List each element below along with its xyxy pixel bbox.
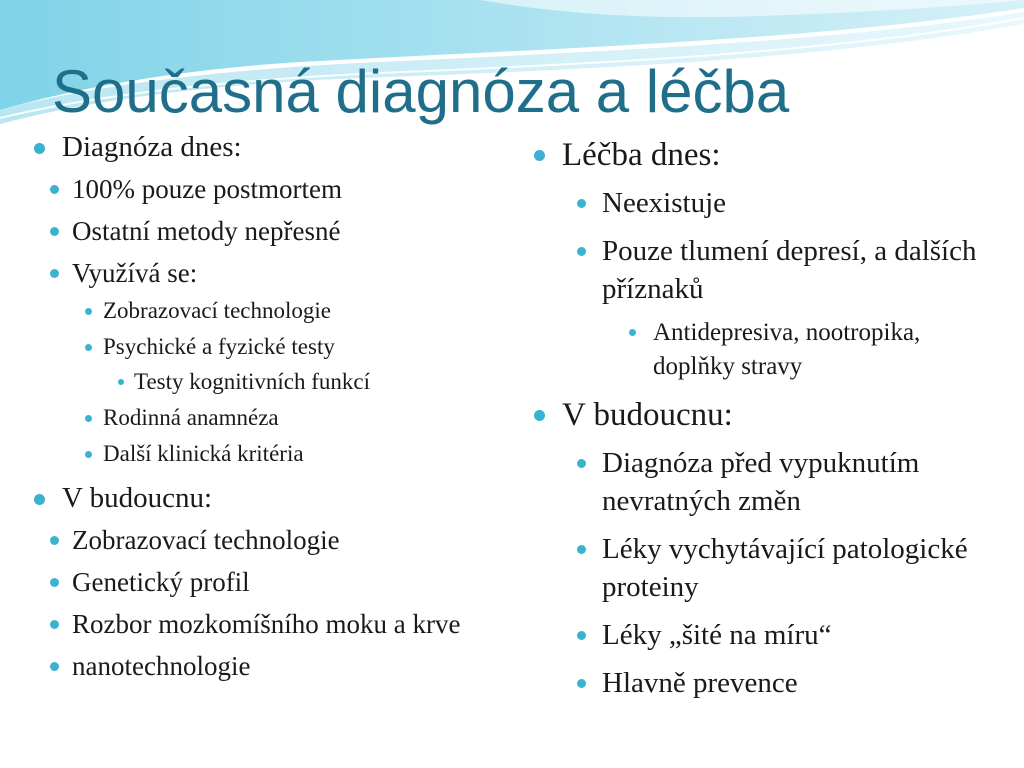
list-item: Léčba dnes: xyxy=(530,136,1000,174)
list-item: Využívá se: xyxy=(30,256,490,290)
list-item: V budoucnu: xyxy=(30,481,490,515)
list-item: Neexistuje xyxy=(530,184,1000,222)
list-item: Zobrazovací technologie xyxy=(30,523,490,557)
list-item: Antidepresiva, nootropika, doplňky stravy xyxy=(530,316,1000,384)
list-item: Hlavně prevence xyxy=(530,664,1000,702)
list-item: Diagnóza dnes: xyxy=(30,130,490,164)
list-item: Zobrazovací technologie xyxy=(30,296,490,326)
left-column xyxy=(30,130,490,683)
list-item: Rodinná anamnéza xyxy=(30,403,490,433)
list-item: Psychické a fyzické testy xyxy=(30,332,490,362)
page-title: Současná diagnóza a léčba xyxy=(52,58,790,125)
right-column xyxy=(530,136,1000,702)
list-item: Ostatní metody nepřesné xyxy=(30,214,490,248)
list-item: Další klinická kritéria xyxy=(30,439,490,469)
list-item: Testy kognitivních funkcí xyxy=(30,367,490,397)
list-item: nanotechnologie xyxy=(30,649,490,683)
list-item: Genetický profil xyxy=(30,565,490,599)
list-item: Léky „šité na míru“ xyxy=(530,616,1000,654)
list-item: Léky vychytávající patologické proteiny xyxy=(530,530,1000,606)
list-item: Diagnóza před vypuknutím nevratných změn xyxy=(530,444,1000,520)
list-item: Pouze tlumení depresí, a dalších příznaků xyxy=(530,232,1000,308)
list-item: Rozbor mozkomíšního moku a krve xyxy=(30,607,490,641)
list-item: V budoucnu: xyxy=(530,396,1000,434)
list-item: 100% pouze postmortem xyxy=(30,172,490,206)
